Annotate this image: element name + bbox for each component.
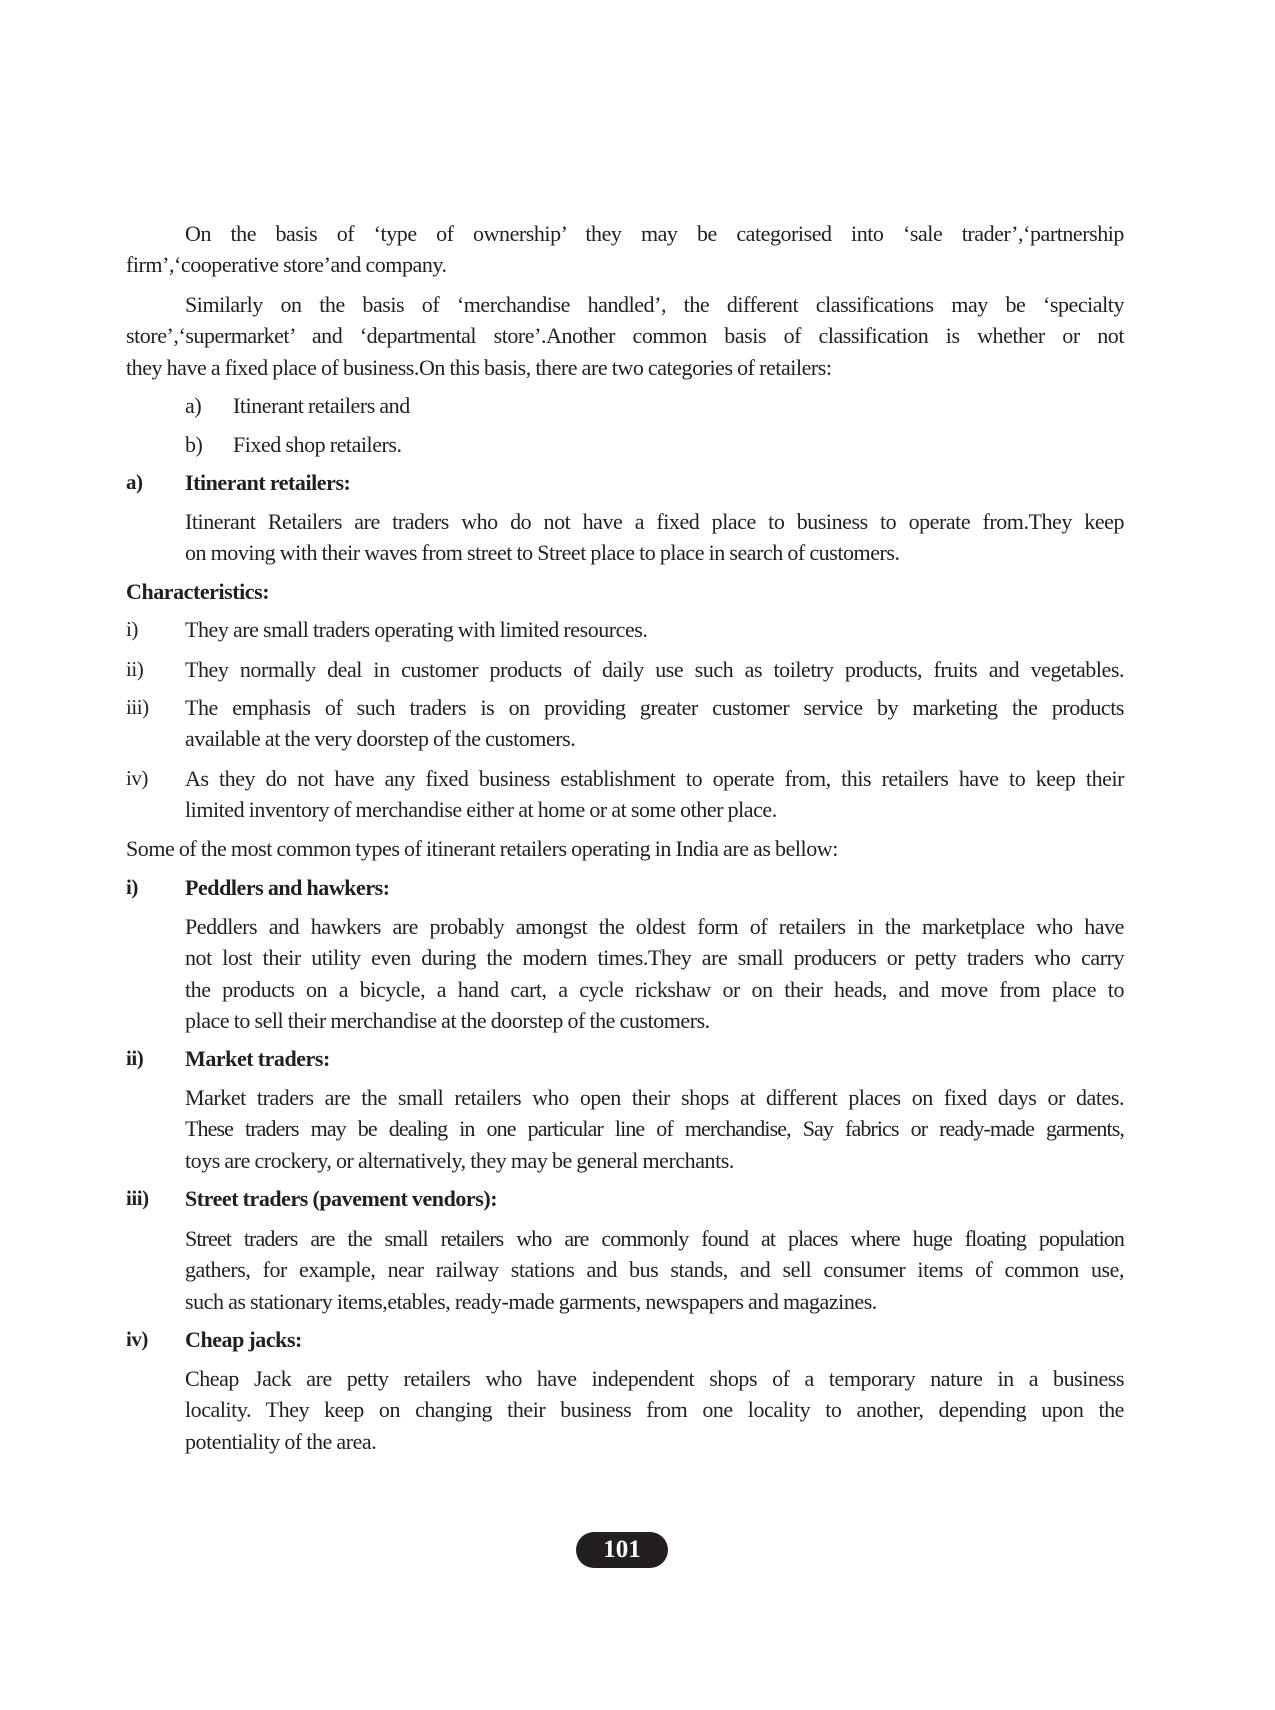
paragraph-merchandise bbox=[126, 289, 1124, 383]
item-label: ii) bbox=[126, 657, 144, 681]
text-line: On the basis of ‘type of ownership’ they may be categorised into ‘sale trader’,‘partnership bbox=[185, 221, 1124, 246]
type-label: iv) bbox=[126, 1327, 148, 1351]
type-label: i) bbox=[126, 875, 138, 899]
list-text: Fixed shop retailers. bbox=[233, 432, 402, 457]
type-body bbox=[185, 1363, 1124, 1457]
text-line: locality. They keep on changing their business from one locality to another, depending upon the bbox=[185, 1397, 1124, 1423]
text-line: Similarly on the basis of ‘merchandise handled’, the different classifications may be ‘specialty bbox=[185, 292, 1124, 317]
item-text bbox=[185, 692, 1124, 755]
text-line: These traders may be dealing in one particular line of merchandise, Say fabrics or ready-made garments, bbox=[185, 1116, 1124, 1142]
characteristics-heading: Characteristics: bbox=[126, 579, 270, 604]
item-text bbox=[185, 763, 1124, 826]
list-label: a) bbox=[185, 393, 202, 418]
text-line: limited inventory of merchandise either at home or at some other place. bbox=[185, 797, 777, 823]
text-line: toys are crockery, or alternatively, they may be general merchants. bbox=[185, 1147, 734, 1173]
section-heading: Itinerant retailers: bbox=[185, 470, 351, 495]
text-line: not lost their utility even during the modern times.They are small producers or petty traders who carry bbox=[185, 945, 1124, 971]
text-line: Itinerant Retailers are traders who do not have a fixed place to business to operate from.They keep bbox=[185, 509, 1124, 534]
text-line: potentiality of the area. bbox=[185, 1428, 377, 1454]
section-label: a) bbox=[126, 470, 143, 494]
list-text: Itinerant retailers and bbox=[233, 393, 410, 418]
section-body bbox=[185, 506, 1124, 569]
type-heading: Street traders (pavement vendors): bbox=[185, 1186, 498, 1211]
text-line: on moving with their waves from street to Street place to place in search of customers. bbox=[185, 540, 900, 566]
type-label: ii) bbox=[126, 1046, 144, 1070]
text-line: available at the very doorstep of the customers. bbox=[185, 726, 576, 752]
text-line: the products on a bicycle, a hand cart, a cycle rickshaw or on their heads, and move from place to bbox=[185, 976, 1124, 1002]
type-body bbox=[185, 911, 1124, 1037]
type-heading: Peddlers and hawkers: bbox=[185, 875, 390, 900]
text-line: Cheap Jack are petty retailers who have independent shops of a temporary nature in a business bbox=[185, 1366, 1124, 1391]
page-number-badge: 101 bbox=[576, 1532, 668, 1568]
type-label: iii) bbox=[126, 1186, 149, 1210]
type-heading: Cheap jacks: bbox=[185, 1327, 302, 1352]
text-line: gathers, for example, near railway stations and bus stands, and sell consumer items of common use, bbox=[185, 1257, 1124, 1283]
text-line: Some of the most common types of itinerant retailers operating in India are as bellow: bbox=[126, 836, 838, 861]
item-text bbox=[185, 614, 1124, 645]
text-line: they have a fixed place of business.On this basis, there are two categories of retailers: bbox=[126, 354, 832, 380]
text-line: Street traders are the small retailers who are commonly found at places where huge floating population bbox=[185, 1226, 1124, 1251]
text-line: They normally deal in customer products of daily use such as toiletry products, fruits and vegetables. bbox=[185, 657, 1124, 682]
item-label: iv) bbox=[126, 766, 148, 790]
type-heading: Market traders: bbox=[185, 1046, 330, 1071]
text-line: The emphasis of such traders is on providing greater customer service by marketing the products bbox=[185, 695, 1124, 720]
text-line: Peddlers and hawkers are probably amongst the oldest form of retailers in the marketplace who have bbox=[185, 914, 1124, 939]
type-body bbox=[185, 1082, 1124, 1176]
item-text bbox=[185, 654, 1124, 685]
list-label: b) bbox=[185, 432, 203, 457]
list-item bbox=[185, 390, 785, 421]
type-body bbox=[185, 1223, 1124, 1317]
list-item bbox=[185, 429, 785, 460]
text-line: store’,‘supermarket’ and ‘departmental store’.Another common basis of classification is whether or not bbox=[126, 323, 1124, 349]
text-line: place to sell their merchandise at the doorstep of the customers. bbox=[185, 1008, 710, 1034]
text-line: firm’,‘cooperative store’and company. bbox=[126, 252, 447, 278]
paragraph-ownership bbox=[126, 218, 1124, 281]
text-line: such as stationary items,etables, ready-made garments, newspapers and magazines. bbox=[185, 1288, 877, 1314]
item-label: iii) bbox=[126, 695, 149, 719]
text-line: They are small traders operating with limited resources. bbox=[185, 617, 648, 642]
types-intro bbox=[126, 833, 1124, 864]
text-line: As they do not have any fixed business establishment to operate from, this retailers have to keep their bbox=[185, 766, 1124, 791]
text-line: Market traders are the small retailers who open their shops at different places on fixed days or dates. bbox=[185, 1085, 1124, 1110]
item-label: i) bbox=[126, 617, 138, 641]
